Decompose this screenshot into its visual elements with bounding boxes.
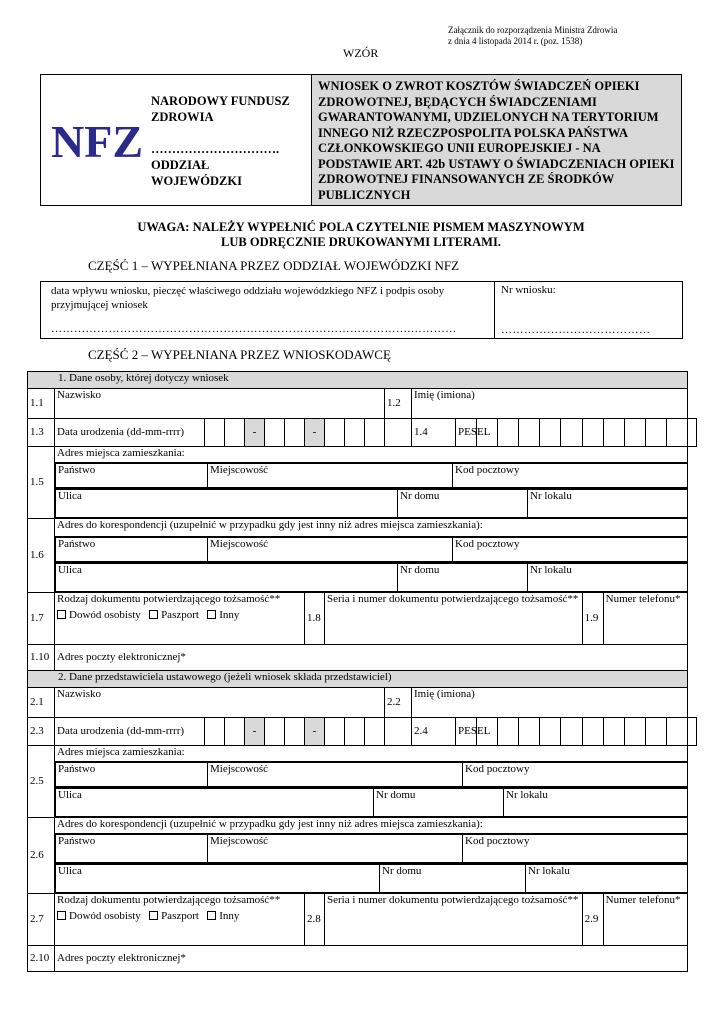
- phone-field[interactable]: [603, 593, 687, 645]
- passport-label: Paszport: [161, 910, 199, 922]
- city-field[interactable]: [208, 763, 463, 787]
- pesel-digit[interactable]: [498, 718, 519, 746]
- row-number: 1.6: [28, 519, 55, 593]
- birth-digit[interactable]: [285, 419, 305, 447]
- phone-label: Numer telefonu*: [605, 894, 681, 906]
- birth-digit[interactable]: [205, 718, 225, 746]
- checkbox-icon: [207, 911, 216, 920]
- surname-label: Nazwisko: [57, 389, 101, 401]
- other-document-option[interactable]: [207, 910, 239, 922]
- birth-digit[interactable]: [325, 718, 345, 746]
- pesel-digit[interactable]: [688, 419, 697, 447]
- id-card-option[interactable]: [57, 609, 141, 621]
- postal-code-field[interactable]: [463, 763, 688, 787]
- country-label: Państwo: [58, 763, 96, 775]
- street-label: Ulica: [58, 564, 82, 576]
- surname-label: Nazwisko: [57, 688, 101, 700]
- postal-code-field[interactable]: [453, 464, 688, 488]
- row-number: 2.4: [412, 718, 456, 746]
- house-number-label: Nr domu: [382, 865, 422, 877]
- part1-box: [40, 281, 683, 339]
- document-number-field[interactable]: [325, 593, 583, 645]
- passport-option[interactable]: [149, 910, 199, 922]
- birth-digit[interactable]: [265, 419, 285, 447]
- pesel-digit[interactable]: [645, 419, 666, 447]
- document-number-label: Seria i numer dokumentu potwierdzającego tożsamość**: [327, 894, 579, 906]
- part1-right[interactable]: [495, 282, 682, 338]
- city-field[interactable]: [208, 538, 453, 562]
- part2-title: CZĘŚĆ 2 – WYPEŁNIANA PRZEZ WNIOSKODAWCĘ: [88, 347, 391, 362]
- pesel-digit[interactable]: [561, 419, 582, 447]
- row-number: 2.8: [305, 894, 325, 946]
- date-separator: -: [305, 718, 325, 746]
- checkbox-icon: [149, 911, 158, 920]
- birth-digit[interactable]: [285, 718, 305, 746]
- branch-dots: ………………………….: [151, 142, 280, 156]
- part1-left-dots: ………………………………………………………………………………….…………: [51, 323, 457, 335]
- nfz-block: [41, 75, 311, 205]
- postal-code-field[interactable]: [453, 538, 688, 562]
- template-label: WZÓR: [343, 46, 379, 60]
- row-number: 1.3: [28, 419, 55, 447]
- passport-label: Paszport: [161, 609, 199, 621]
- street-field[interactable]: [56, 564, 398, 592]
- row-number: 1.4: [412, 419, 456, 447]
- document-type-label: Rodzaj dokumentu potwierdzającego tożsamość**: [57, 894, 281, 906]
- row-number: 2.5: [28, 746, 55, 818]
- pesel-digit[interactable]: [666, 718, 687, 746]
- street-field[interactable]: [56, 789, 374, 817]
- birth-digit[interactable]: [345, 718, 365, 746]
- email-field[interactable]: [55, 946, 688, 972]
- house-number-label: Nr domu: [376, 789, 416, 801]
- id-card-label: Dowód osobisty: [69, 609, 141, 621]
- nfz-logo-text: NFZ: [51, 119, 143, 163]
- applicant-form: [27, 371, 697, 972]
- birth-digit[interactable]: [225, 419, 245, 447]
- postal-code-label: Kod pocztowy: [455, 538, 520, 550]
- notice-line-2: LUB ODRĘCZNIE DRUKOWANYMI LITERAMI.: [221, 235, 501, 249]
- street-label: Ulica: [58, 865, 82, 877]
- country-label: Państwo: [58, 835, 96, 847]
- street-label: Ulica: [58, 490, 82, 502]
- row-number: 2.7: [28, 894, 55, 946]
- birth-digit[interactable]: [365, 419, 385, 447]
- house-number-label: Nr domu: [400, 564, 440, 576]
- branch-label-2: WOJEWÓDZKI: [151, 174, 242, 188]
- postal-code-label: Kod pocztowy: [455, 464, 520, 476]
- row-number: 1.8: [305, 593, 325, 645]
- birth-digit[interactable]: [205, 419, 225, 447]
- other-document-option[interactable]: [207, 609, 239, 621]
- flat-number-field[interactable]: [526, 865, 688, 893]
- street-label: Ulica: [58, 789, 82, 801]
- date-separator: -: [245, 718, 265, 746]
- house-number-field[interactable]: [380, 865, 526, 893]
- pesel-digit[interactable]: [688, 718, 697, 746]
- birth-digit[interactable]: [385, 718, 412, 746]
- form-title: WNIOSEK O ZWROT KOSZTÓW ŚWIADCZEŃ OPIEKI ZDROWOTNEJ, BĘDĄCYCH ŚWIADCZENIAMI GWARANTOWANYMI, UDZIELONYCH NA TERYTORIUM INNEGO NIŻ RZECZPOSPOLITA POLSKA PAŃSTWA CZŁONKOWSKIEGO UNII EUROPEJSKIEJ - NA PODSTAWIE ART. 42b USTAWY O ŚWIADCZENIACH OPIEKI ZDROWOTNEJ FINANSOWANYCH ZE ŚRODKÓW PUBLICZNYCH: [311, 75, 681, 205]
- annex-line-2: z dnia 4 listopada 2014 r. (poz. 1538): [448, 36, 583, 46]
- house-number-label: Nr domu: [400, 490, 440, 502]
- flat-number-label: Nr lokalu: [506, 789, 548, 801]
- birth-digit[interactable]: [365, 718, 385, 746]
- nfz-logo-icon: [51, 119, 147, 163]
- city-label: Miejscowość: [210, 464, 269, 476]
- country-field[interactable]: [56, 538, 208, 562]
- city-field[interactable]: [208, 464, 453, 488]
- pesel-digit[interactable]: [519, 718, 540, 746]
- country-field[interactable]: [56, 464, 208, 488]
- notice: [40, 220, 682, 250]
- birth-date-label: Data urodzenia (dd-mm-rrrr): [55, 718, 205, 746]
- correspondence-address-label: Adres do korespondencji (uzupełnić w przypadku gdy jest inny niż adres miejsca zamieszkania):: [55, 519, 688, 537]
- pesel-digit[interactable]: [561, 718, 582, 746]
- row-number: 2.10: [28, 946, 55, 972]
- email-label: Adres poczty elektronicznej*: [57, 651, 186, 663]
- pesel-digit[interactable]: [498, 419, 519, 447]
- first-name-label: Imię (imiona): [414, 389, 475, 401]
- checkbox-icon: [207, 610, 216, 619]
- country-label: Państwo: [58, 538, 96, 550]
- residence-address-label: Adres miejsca zamieszkania:: [55, 746, 688, 762]
- row-number: 1.9: [582, 593, 603, 645]
- first-name-field[interactable]: [412, 389, 688, 419]
- part1-left-label: data wpływu wniosku, pieczęć właściwego oddziału wojewódzkiego NFZ i podpis osoby przyjmującej wniosek: [51, 285, 445, 311]
- pesel-label: PESEL: [456, 419, 477, 447]
- row-number: 2.3: [28, 718, 55, 746]
- pesel-digit[interactable]: [582, 718, 603, 746]
- postal-code-label: Kod pocztowy: [465, 763, 530, 775]
- flat-number-label: Nr lokalu: [530, 564, 572, 576]
- birth-digit[interactable]: [325, 419, 345, 447]
- pesel-digit[interactable]: [519, 419, 540, 447]
- birth-digit[interactable]: [225, 718, 245, 746]
- nfz-text: [151, 93, 301, 189]
- birth-digit[interactable]: [265, 718, 285, 746]
- part1-title: CZĘŚĆ 1 – WYPEŁNIANA PRZEZ ODDZIAŁ WOJEWÓDZKI NFZ: [88, 258, 460, 273]
- pesel-digit[interactable]: [540, 419, 561, 447]
- row-number: 1.5: [28, 447, 55, 519]
- street-field[interactable]: [56, 865, 380, 893]
- birth-digit[interactable]: [385, 419, 412, 447]
- pesel-digit[interactable]: [624, 419, 645, 447]
- pesel-digit[interactable]: [582, 419, 603, 447]
- row-number: 1.1: [28, 389, 55, 419]
- house-number-field[interactable]: [374, 789, 504, 817]
- flat-number-label: Nr lokalu: [528, 865, 570, 877]
- house-number-field[interactable]: [398, 490, 528, 518]
- city-field[interactable]: [208, 835, 463, 863]
- first-name-label: Imię (imiona): [414, 688, 475, 700]
- form-header: [40, 74, 682, 206]
- city-label: Miejscowość: [210, 835, 269, 847]
- part1-left[interactable]: [41, 282, 495, 338]
- row-number: 1.10: [28, 645, 55, 671]
- postal-code-label: Kod pocztowy: [465, 835, 530, 847]
- surname-field[interactable]: [55, 389, 385, 419]
- document-number-field[interactable]: [325, 894, 583, 946]
- email-field[interactable]: [55, 645, 688, 671]
- pesel-digit[interactable]: [603, 718, 624, 746]
- id-card-option[interactable]: [57, 910, 141, 922]
- city-label: Miejscowość: [210, 763, 269, 775]
- surname-field[interactable]: [55, 688, 385, 718]
- birth-digit[interactable]: [345, 419, 365, 447]
- section-2-title: 2. Dane przedstawiciela ustawowego (jeżeli wniosek składa przedstawiciel): [28, 671, 688, 688]
- application-number-label: Nr wniosku:: [501, 284, 556, 296]
- pesel-label: PESEL: [456, 718, 477, 746]
- phone-field[interactable]: [603, 894, 687, 946]
- part1-right-dots: …………………………………: [501, 324, 651, 336]
- row-number: 1.2: [385, 389, 412, 419]
- date-separator: -: [305, 419, 325, 447]
- pesel-digit[interactable]: [624, 718, 645, 746]
- annex-line-1: Załącznik do rozporządzenia Ministra Zdrowia: [448, 25, 618, 35]
- document-type-label: Rodzaj dokumentu potwierdzającego tożsamość**: [57, 593, 281, 605]
- postal-code-field[interactable]: [463, 835, 688, 863]
- checkbox-icon: [57, 610, 66, 619]
- checkbox-icon: [57, 911, 66, 920]
- row-number: 2.1: [28, 688, 55, 718]
- residence-address-label: Adres miejsca zamieszkania:: [55, 447, 688, 463]
- flat-number-field[interactable]: [504, 789, 688, 817]
- house-number-field[interactable]: [398, 564, 528, 592]
- branch-label-1: ODDZIAŁ: [151, 158, 210, 172]
- birth-date-label: Data urodzenia (dd-mm-rrrr): [55, 419, 205, 447]
- country-field[interactable]: [56, 835, 208, 863]
- flat-number-field[interactable]: [528, 564, 688, 592]
- country-label: Państwo: [58, 464, 96, 476]
- id-card-label: Dowód osobisty: [69, 910, 141, 922]
- email-label: Adres poczty elektronicznej*: [57, 952, 186, 964]
- pesel-digit[interactable]: [666, 419, 687, 447]
- notice-line-1: UWAGA: NALEŻY WYPEŁNIĆ POLA CZYTELNIE PISMEM MASZYNOWYM: [137, 220, 585, 234]
- phone-label: Numer telefonu*: [605, 593, 681, 605]
- date-separator: -: [245, 419, 265, 447]
- row-number: 2.6: [28, 818, 55, 894]
- correspondence-address-label: Adres do korespondencji (uzupełnić w przypadku gdy jest inny niż adres miejsca zamieszkania):: [55, 818, 688, 834]
- checkbox-icon: [149, 610, 158, 619]
- row-number: 2.9: [582, 894, 603, 946]
- section-1-title: 1. Dane osoby, której dotyczy wniosek: [28, 372, 688, 389]
- row-number: 2.2: [385, 688, 412, 718]
- row-number: 1.7: [28, 593, 55, 645]
- flat-number-label: Nr lokalu: [530, 490, 572, 502]
- flat-number-field[interactable]: [528, 490, 688, 518]
- annex-note: [448, 25, 617, 47]
- document-number-label: Seria i numer dokumentu potwierdzającego tożsamość**: [327, 593, 579, 605]
- pesel-digit[interactable]: [603, 419, 624, 447]
- other-document-label: Inny: [219, 910, 240, 922]
- pesel-digit[interactable]: [645, 718, 666, 746]
- city-label: Miejscowość: [210, 538, 269, 550]
- other-document-label: Inny: [219, 609, 240, 621]
- street-field[interactable]: [56, 490, 398, 518]
- country-field[interactable]: [56, 763, 208, 787]
- pesel-digit[interactable]: [540, 718, 561, 746]
- passport-option[interactable]: [149, 609, 199, 621]
- nfz-name: NARODOWY FUNDUSZ ZDROWIA: [151, 94, 290, 124]
- first-name-field[interactable]: [412, 688, 688, 718]
